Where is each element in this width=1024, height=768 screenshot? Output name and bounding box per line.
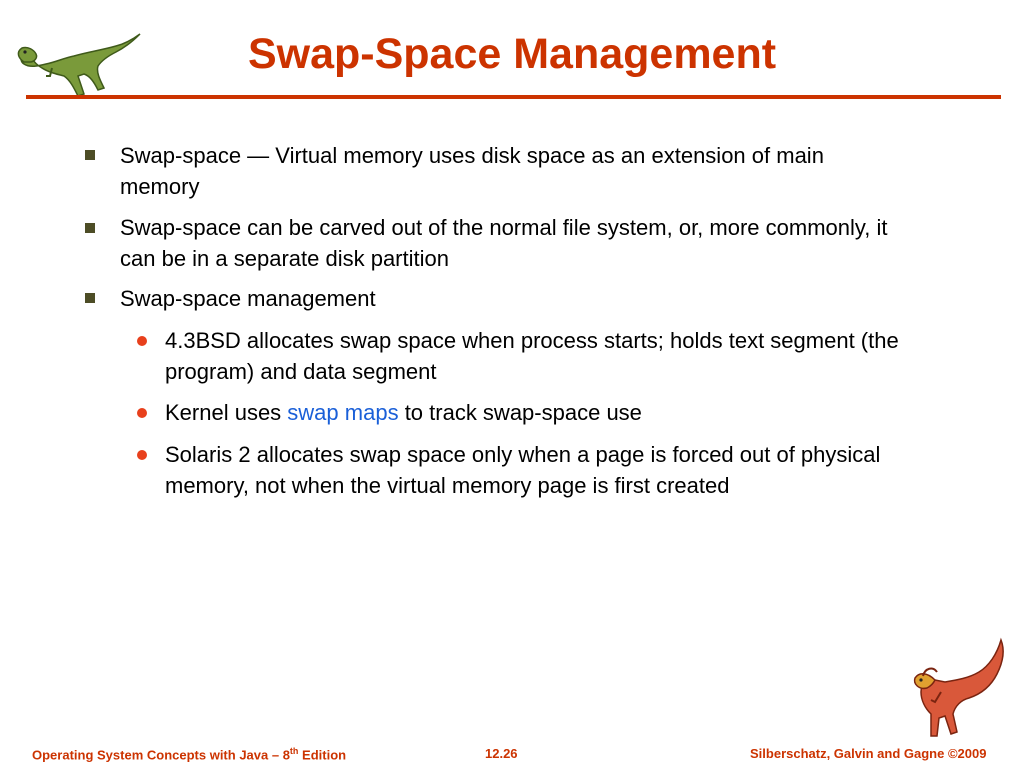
square-bullet-icon	[85, 223, 95, 233]
footer-book-title	[32, 746, 346, 762]
footer-text: Operating System Concepts with Java – 8	[32, 747, 290, 763]
sub-bullet-item	[165, 397, 945, 428]
sub-bullet-text: Kernel uses	[165, 400, 288, 425]
slide-title: Swap-Space Management	[247, 30, 777, 78]
title-divider	[26, 95, 1001, 99]
bullet-item: Swap-space — Virtual memory uses disk space as an extension of main memory	[120, 143, 824, 199]
round-bullet-icon	[137, 408, 147, 418]
sub-bullet-item: Solaris 2 allocates swap space only when a page is forced out of physical memory, not when the virtual memory page is first created	[165, 442, 881, 498]
footer-superscript: th	[289, 746, 299, 756]
swap-maps-link[interactable]: swap maps	[287, 400, 399, 425]
square-bullet-icon	[85, 150, 95, 160]
footer-text: Edition	[298, 747, 347, 763]
bullet-item: Swap-space management	[120, 286, 376, 311]
square-bullet-icon	[85, 293, 95, 303]
sub-bullet-item: 4.3BSD allocates swap space when process starts; holds text segment (the program) and data segment	[165, 328, 899, 384]
footer-authors: Silberschatz, Galvin and Gagne ©2009	[750, 746, 987, 761]
sub-bullet-text: to track swap-space use	[398, 400, 642, 425]
bullet-item: Swap-space can be carved out of the normal file system, or, more commonly, it can be in a separate disk partition	[120, 215, 888, 271]
red-dinosaur-icon	[905, 636, 1010, 741]
round-bullet-icon	[137, 336, 147, 346]
round-bullet-icon	[137, 450, 147, 460]
footer-page-number: 12.26	[485, 746, 518, 761]
